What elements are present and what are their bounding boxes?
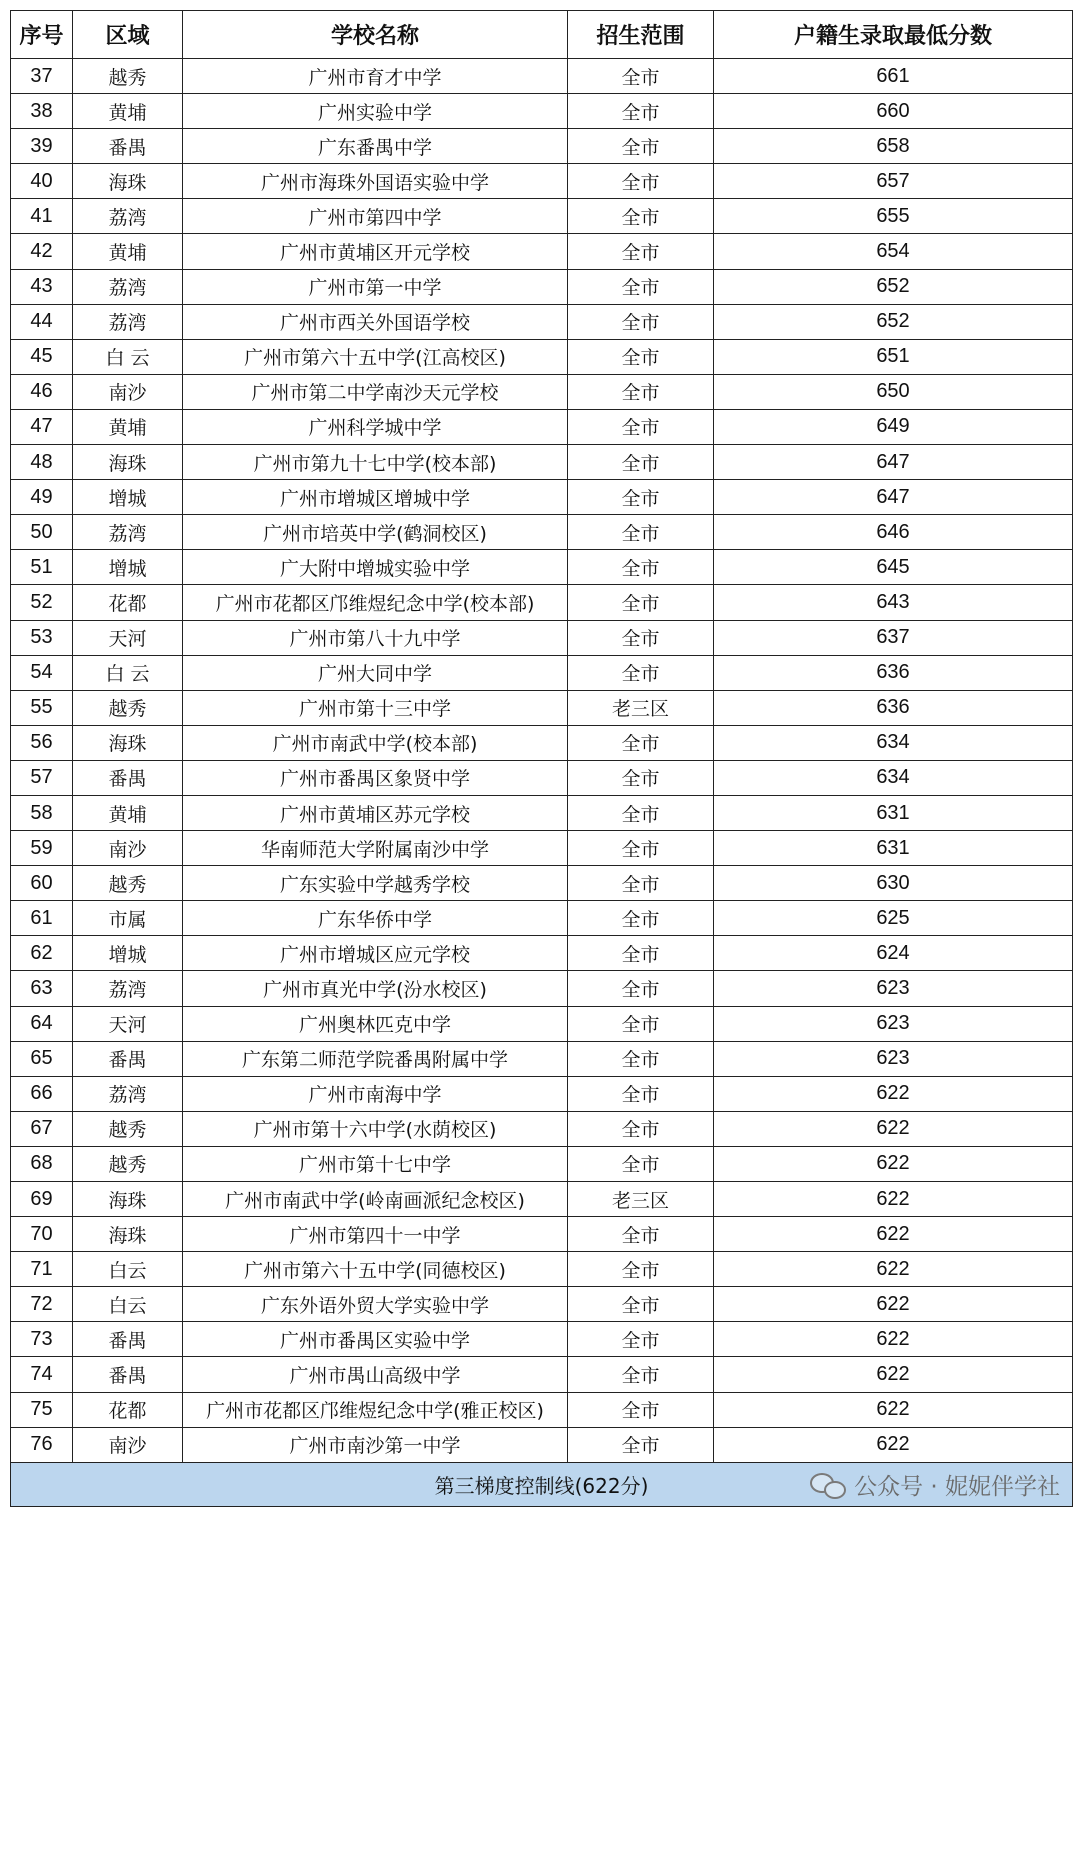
cell-district: 越秀 — [73, 1146, 183, 1181]
score-table-container — [10, 10, 1072, 1507]
cell-enrollment-scope: 全市 — [568, 1041, 714, 1076]
cell-seq: 62 — [11, 936, 73, 971]
cell-min-score: 652 — [714, 269, 1073, 304]
admission-score-table — [10, 10, 1073, 1507]
cell-enrollment-scope: 全市 — [568, 1322, 714, 1357]
table-row — [11, 1322, 1073, 1357]
cell-district: 番禺 — [73, 129, 183, 164]
cell-enrollment-scope: 全市 — [568, 445, 714, 480]
cell-school-name: 华南师范大学附属南沙中学 — [183, 831, 568, 866]
cell-seq: 53 — [11, 620, 73, 655]
table-row — [11, 831, 1073, 866]
cell-district: 番禺 — [73, 760, 183, 795]
cell-min-score: 643 — [714, 585, 1073, 620]
cell-min-score: 622 — [714, 1427, 1073, 1462]
cell-district: 花都 — [73, 585, 183, 620]
cell-enrollment-scope: 全市 — [568, 480, 714, 515]
cell-seq: 57 — [11, 760, 73, 795]
cell-district: 南沙 — [73, 374, 183, 409]
cell-school-name: 广东番禺中学 — [183, 129, 568, 164]
cell-district: 海珠 — [73, 445, 183, 480]
cell-district: 黄埔 — [73, 94, 183, 129]
cell-district: 越秀 — [73, 1111, 183, 1146]
table-row — [11, 234, 1073, 269]
cell-school-name: 广州市第八十九中学 — [183, 620, 568, 655]
cell-seq: 70 — [11, 1217, 73, 1252]
cell-school-name: 广州市南武中学(校本部) — [183, 725, 568, 760]
cell-seq: 42 — [11, 234, 73, 269]
cell-enrollment-scope: 全市 — [568, 1217, 714, 1252]
cell-district: 越秀 — [73, 866, 183, 901]
table-row — [11, 550, 1073, 585]
table-row — [11, 725, 1073, 760]
cell-school-name: 广州实验中学 — [183, 94, 568, 129]
cell-seq: 59 — [11, 831, 73, 866]
cell-district: 荔湾 — [73, 515, 183, 550]
table-row — [11, 866, 1073, 901]
table-row — [11, 1146, 1073, 1181]
cell-enrollment-scope: 全市 — [568, 620, 714, 655]
cell-district: 荔湾 — [73, 304, 183, 339]
cell-enrollment-scope: 全市 — [568, 339, 714, 374]
wechat-icon — [810, 1471, 846, 1497]
table-row — [11, 1041, 1073, 1076]
table-header — [11, 11, 1073, 59]
cell-enrollment-scope: 全市 — [568, 1252, 714, 1287]
header-seq: 序号 — [11, 11, 73, 59]
cell-min-score: 630 — [714, 866, 1073, 901]
cell-seq: 47 — [11, 409, 73, 444]
cell-enrollment-scope: 全市 — [568, 760, 714, 795]
cell-enrollment-scope: 全市 — [568, 1006, 714, 1041]
table-row — [11, 445, 1073, 480]
watermark — [810, 1463, 1060, 1506]
cell-school-name: 广州市第六十五中学(江高校区) — [183, 339, 568, 374]
cell-min-score: 622 — [714, 1217, 1073, 1252]
cell-min-score: 623 — [714, 971, 1073, 1006]
cell-school-name: 广州大同中学 — [183, 655, 568, 690]
cell-school-name: 广州市黄埔区开元学校 — [183, 234, 568, 269]
cell-min-score: 634 — [714, 725, 1073, 760]
table-row — [11, 129, 1073, 164]
cell-school-name: 广州市南沙第一中学 — [183, 1427, 568, 1462]
cell-min-score: 631 — [714, 831, 1073, 866]
table-row — [11, 936, 1073, 971]
cell-seq: 46 — [11, 374, 73, 409]
cell-district: 天河 — [73, 1006, 183, 1041]
table-row — [11, 199, 1073, 234]
cell-school-name: 广州市第六十五中学(同德校区) — [183, 1252, 568, 1287]
cell-seq: 64 — [11, 1006, 73, 1041]
cell-school-name: 广大附中增城实验中学 — [183, 550, 568, 585]
cell-min-score: 647 — [714, 480, 1073, 515]
cell-enrollment-scope: 全市 — [568, 269, 714, 304]
cell-seq: 49 — [11, 480, 73, 515]
header-district: 区域 — [73, 11, 183, 59]
cell-district: 海珠 — [73, 1182, 183, 1217]
cell-district: 花都 — [73, 1392, 183, 1427]
cell-seq: 67 — [11, 1111, 73, 1146]
table-row — [11, 1252, 1073, 1287]
cell-school-name: 广州市黄埔区苏元学校 — [183, 795, 568, 830]
cell-school-name: 广州市第二中学南沙天元学校 — [183, 374, 568, 409]
cell-min-score: 645 — [714, 550, 1073, 585]
cell-district: 增城 — [73, 480, 183, 515]
cell-min-score: 652 — [714, 304, 1073, 339]
table-row — [11, 1392, 1073, 1427]
cell-seq: 40 — [11, 164, 73, 199]
cell-min-score: 622 — [714, 1357, 1073, 1392]
table-row — [11, 971, 1073, 1006]
cell-school-name: 广州市西关外国语学校 — [183, 304, 568, 339]
watermark-text: 公众号 · 妮妮伴学社 — [854, 1473, 1060, 1500]
table-row — [11, 795, 1073, 830]
cell-enrollment-scope: 老三区 — [568, 690, 714, 725]
cell-school-name: 广州市番禺区实验中学 — [183, 1322, 568, 1357]
cell-enrollment-scope: 全市 — [568, 1427, 714, 1462]
cell-seq: 74 — [11, 1357, 73, 1392]
cell-school-name: 广州市第十七中学 — [183, 1146, 568, 1181]
cell-seq: 55 — [11, 690, 73, 725]
table-row — [11, 1217, 1073, 1252]
cell-district: 南沙 — [73, 831, 183, 866]
table-row — [11, 655, 1073, 690]
cell-seq: 60 — [11, 866, 73, 901]
table-row — [11, 304, 1073, 339]
cell-seq: 48 — [11, 445, 73, 480]
cell-enrollment-scope: 全市 — [568, 795, 714, 830]
cell-min-score: 625 — [714, 901, 1073, 936]
cell-min-score: 649 — [714, 409, 1073, 444]
table-row — [11, 1006, 1073, 1041]
cell-district: 白 云 — [73, 339, 183, 374]
cell-district: 海珠 — [73, 725, 183, 760]
cell-enrollment-scope: 全市 — [568, 374, 714, 409]
cell-enrollment-scope: 全市 — [568, 585, 714, 620]
cell-seq: 51 — [11, 550, 73, 585]
cell-seq: 54 — [11, 655, 73, 690]
cell-enrollment-scope: 全市 — [568, 1392, 714, 1427]
cell-school-name: 广州市南武中学(岭南画派纪念校区) — [183, 1182, 568, 1217]
cell-min-score: 631 — [714, 795, 1073, 830]
cell-school-name: 广州市增城区增城中学 — [183, 480, 568, 515]
tier-control-line-row — [11, 1462, 1073, 1506]
cell-school-name: 广州市禺山高级中学 — [183, 1357, 568, 1392]
cell-seq: 66 — [11, 1076, 73, 1111]
cell-min-score: 622 — [714, 1076, 1073, 1111]
cell-min-score: 623 — [714, 1006, 1073, 1041]
cell-school-name: 广州市增城区应元学校 — [183, 936, 568, 971]
cell-enrollment-scope: 全市 — [568, 234, 714, 269]
cell-min-score: 651 — [714, 339, 1073, 374]
cell-school-name: 广东外语外贸大学实验中学 — [183, 1287, 568, 1322]
cell-seq: 65 — [11, 1041, 73, 1076]
cell-min-score: 647 — [714, 445, 1073, 480]
cell-school-name: 广州市花都区邝维煜纪念中学(校本部) — [183, 585, 568, 620]
cell-district: 白云 — [73, 1287, 183, 1322]
cell-district: 荔湾 — [73, 199, 183, 234]
cell-seq: 69 — [11, 1182, 73, 1217]
cell-enrollment-scope: 全市 — [568, 725, 714, 760]
cell-enrollment-scope: 全市 — [568, 831, 714, 866]
cell-enrollment-scope: 全市 — [568, 866, 714, 901]
cell-seq: 68 — [11, 1146, 73, 1181]
cell-seq: 56 — [11, 725, 73, 760]
table-row — [11, 760, 1073, 795]
cell-seq: 72 — [11, 1287, 73, 1322]
cell-seq: 45 — [11, 339, 73, 374]
cell-seq: 71 — [11, 1252, 73, 1287]
cell-district: 海珠 — [73, 164, 183, 199]
cell-district: 黄埔 — [73, 795, 183, 830]
table-row — [11, 1287, 1073, 1322]
table-row — [11, 164, 1073, 199]
cell-school-name: 广州市海珠外国语实验中学 — [183, 164, 568, 199]
cell-district: 海珠 — [73, 1217, 183, 1252]
cell-school-name: 广州市番禺区象贤中学 — [183, 760, 568, 795]
table-row — [11, 374, 1073, 409]
cell-min-score: 636 — [714, 690, 1073, 725]
cell-district: 天河 — [73, 620, 183, 655]
cell-seq: 58 — [11, 795, 73, 830]
cell-enrollment-scope: 全市 — [568, 550, 714, 585]
table-row — [11, 480, 1073, 515]
cell-district: 番禺 — [73, 1041, 183, 1076]
cell-district: 白 云 — [73, 655, 183, 690]
cell-district: 市属 — [73, 901, 183, 936]
table-row — [11, 269, 1073, 304]
cell-seq: 41 — [11, 199, 73, 234]
cell-enrollment-scope: 全市 — [568, 129, 714, 164]
cell-school-name: 广州市花都区邝维煜纪念中学(雅正校区) — [183, 1392, 568, 1427]
cell-seq: 73 — [11, 1322, 73, 1357]
cell-enrollment-scope: 全市 — [568, 515, 714, 550]
table-body — [11, 59, 1073, 1463]
cell-seq: 63 — [11, 971, 73, 1006]
table-row — [11, 515, 1073, 550]
cell-min-score: 655 — [714, 199, 1073, 234]
table-row — [11, 59, 1073, 94]
cell-seq: 50 — [11, 515, 73, 550]
cell-enrollment-scope: 全市 — [568, 1111, 714, 1146]
table-row — [11, 1182, 1073, 1217]
cell-district: 越秀 — [73, 690, 183, 725]
table-row — [11, 94, 1073, 129]
cell-school-name: 广州市第十六中学(水荫校区) — [183, 1111, 568, 1146]
cell-district: 荔湾 — [73, 1076, 183, 1111]
cell-enrollment-scope: 全市 — [568, 59, 714, 94]
table-row — [11, 339, 1073, 374]
cell-school-name: 广州市第九十七中学(校本部) — [183, 445, 568, 480]
cell-seq: 43 — [11, 269, 73, 304]
cell-enrollment-scope: 全市 — [568, 304, 714, 339]
cell-enrollment-scope: 全市 — [568, 1146, 714, 1181]
cell-seq: 75 — [11, 1392, 73, 1427]
cell-enrollment-scope: 全市 — [568, 971, 714, 1006]
cell-school-name: 广州科学城中学 — [183, 409, 568, 444]
cell-district: 番禺 — [73, 1322, 183, 1357]
cell-enrollment-scope: 全市 — [568, 409, 714, 444]
cell-seq: 52 — [11, 585, 73, 620]
cell-seq: 44 — [11, 304, 73, 339]
cell-district: 增城 — [73, 550, 183, 585]
cell-min-score: 661 — [714, 59, 1073, 94]
cell-seq: 61 — [11, 901, 73, 936]
cell-district: 黄埔 — [73, 234, 183, 269]
cell-district: 越秀 — [73, 59, 183, 94]
cell-min-score: 657 — [714, 164, 1073, 199]
cell-min-score: 622 — [714, 1111, 1073, 1146]
header-school-name: 学校名称 — [183, 11, 568, 59]
cell-school-name: 广州市第四十一中学 — [183, 1217, 568, 1252]
table-row — [11, 1427, 1073, 1462]
cell-school-name: 广东华侨中学 — [183, 901, 568, 936]
cell-school-name: 广东第二师范学院番禺附属中学 — [183, 1041, 568, 1076]
header-min-score: 户籍生录取最低分数 — [714, 11, 1073, 59]
cell-min-score: 660 — [714, 94, 1073, 129]
cell-school-name: 广州市第十三中学 — [183, 690, 568, 725]
table-row — [11, 1111, 1073, 1146]
cell-min-score: 636 — [714, 655, 1073, 690]
cell-min-score: 637 — [714, 620, 1073, 655]
cell-min-score: 622 — [714, 1182, 1073, 1217]
cell-seq: 39 — [11, 129, 73, 164]
cell-min-score: 623 — [714, 1041, 1073, 1076]
cell-min-score: 650 — [714, 374, 1073, 409]
cell-school-name: 广州奥林匹克中学 — [183, 1006, 568, 1041]
cell-min-score: 622 — [714, 1146, 1073, 1181]
cell-min-score: 622 — [714, 1287, 1073, 1322]
cell-district: 黄埔 — [73, 409, 183, 444]
cell-enrollment-scope: 全市 — [568, 164, 714, 199]
table-row — [11, 690, 1073, 725]
table-row — [11, 409, 1073, 444]
table-row — [11, 585, 1073, 620]
cell-school-name: 广州市真光中学(汾水校区) — [183, 971, 568, 1006]
cell-min-score: 622 — [714, 1252, 1073, 1287]
tier-control-line-label: 第三梯度控制线(622分) — [434, 1473, 649, 1498]
cell-district: 荔湾 — [73, 269, 183, 304]
cell-enrollment-scope: 全市 — [568, 1287, 714, 1322]
table-row — [11, 1357, 1073, 1392]
cell-district: 增城 — [73, 936, 183, 971]
table-row — [11, 901, 1073, 936]
cell-min-score: 646 — [714, 515, 1073, 550]
cell-school-name: 广州市第四中学 — [183, 199, 568, 234]
cell-enrollment-scope: 全市 — [568, 655, 714, 690]
cell-district: 荔湾 — [73, 971, 183, 1006]
cell-min-score: 622 — [714, 1322, 1073, 1357]
cell-school-name: 广东实验中学越秀学校 — [183, 866, 568, 901]
cell-seq: 76 — [11, 1427, 73, 1462]
cell-enrollment-scope: 全市 — [568, 199, 714, 234]
cell-min-score: 658 — [714, 129, 1073, 164]
cell-school-name: 广州市培英中学(鹤洞校区) — [183, 515, 568, 550]
cell-district: 番禺 — [73, 1357, 183, 1392]
cell-min-score: 624 — [714, 936, 1073, 971]
cell-enrollment-scope: 全市 — [568, 94, 714, 129]
cell-enrollment-scope: 全市 — [568, 1357, 714, 1392]
cell-school-name: 广州市南海中学 — [183, 1076, 568, 1111]
cell-district: 南沙 — [73, 1427, 183, 1462]
cell-enrollment-scope: 全市 — [568, 1076, 714, 1111]
cell-min-score: 622 — [714, 1392, 1073, 1427]
cell-min-score: 634 — [714, 760, 1073, 795]
cell-district: 白云 — [73, 1252, 183, 1287]
cell-enrollment-scope: 老三区 — [568, 1182, 714, 1217]
cell-school-name: 广州市育才中学 — [183, 59, 568, 94]
cell-school-name: 广州市第一中学 — [183, 269, 568, 304]
cell-enrollment-scope: 全市 — [568, 901, 714, 936]
cell-seq: 37 — [11, 59, 73, 94]
cell-min-score: 654 — [714, 234, 1073, 269]
header-enrollment-scope: 招生范围 — [568, 11, 714, 59]
cell-seq: 38 — [11, 94, 73, 129]
table-row — [11, 620, 1073, 655]
table-row — [11, 1076, 1073, 1111]
cell-enrollment-scope: 全市 — [568, 936, 714, 971]
